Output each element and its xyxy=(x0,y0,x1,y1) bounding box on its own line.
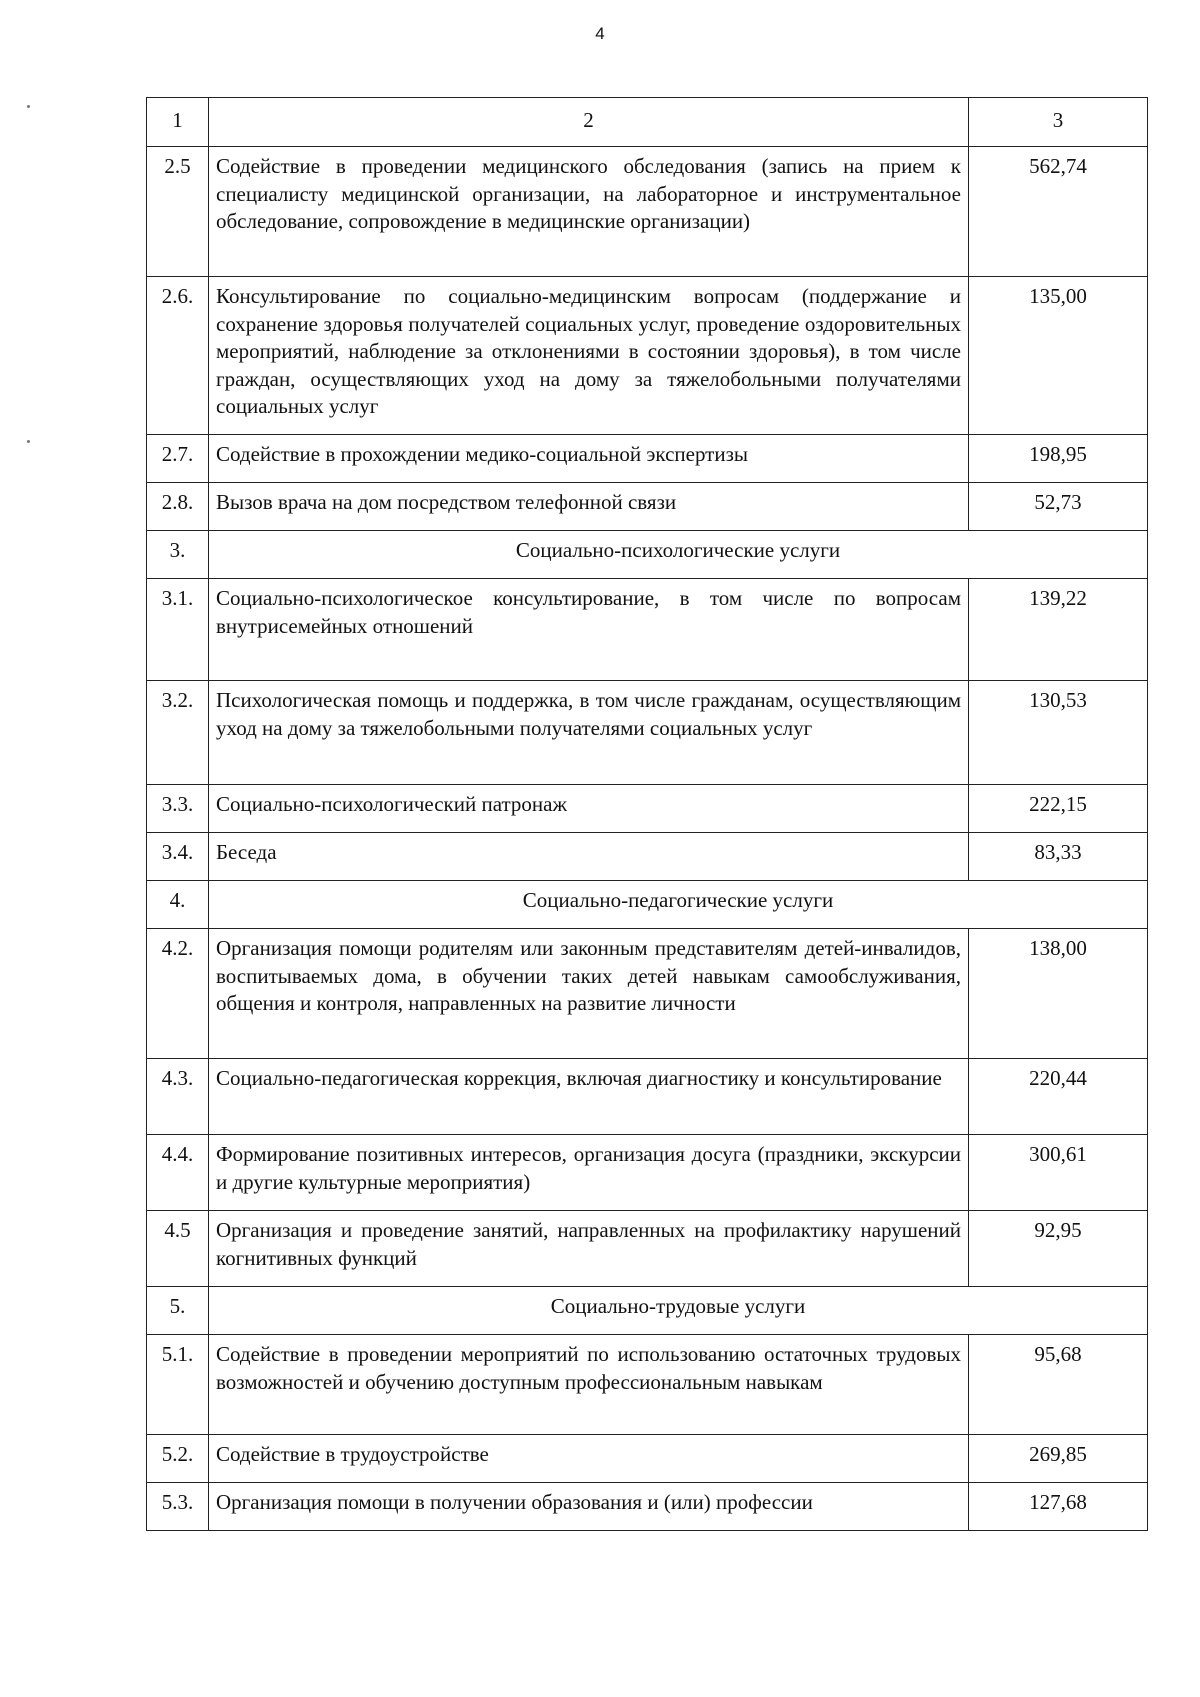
page-number: 4 xyxy=(595,24,605,43)
row-number: 3.3. xyxy=(147,785,209,833)
service-price: 300,61 xyxy=(969,1135,1148,1211)
service-name: Содействие в трудоустройстве xyxy=(209,1435,969,1483)
row-number: 2.7. xyxy=(147,435,209,483)
service-row xyxy=(147,579,1148,681)
row-number: 5.1. xyxy=(147,1335,209,1435)
service-row xyxy=(147,435,1148,483)
service-price: 220,44 xyxy=(969,1059,1148,1135)
service-row xyxy=(147,1483,1148,1531)
service-name: Содействие в проведении медицинского обследования (запись на прием к специалисту медицинской организации, на лабораторное и инструментальное обследование, сопровождение в медицинские организации) xyxy=(209,147,969,277)
service-price: 92,95 xyxy=(969,1211,1148,1287)
services-price-table xyxy=(146,97,1148,1531)
section-header-row xyxy=(147,1287,1148,1335)
section-title: Социально-педагогические услуги xyxy=(209,881,1148,929)
row-number: 5.2. xyxy=(147,1435,209,1483)
table-header-row xyxy=(147,98,1148,147)
service-row xyxy=(147,833,1148,881)
service-price: 83,33 xyxy=(969,833,1148,881)
scan-speck xyxy=(27,440,30,443)
service-price: 139,22 xyxy=(969,579,1148,681)
row-number: 2.5 xyxy=(147,147,209,277)
service-name: Организация помощи в получении образования и (или) профессии xyxy=(209,1483,969,1531)
service-name: Формирование позитивных интересов, организация досуга (праздники, экскурсии и другие культурные мероприятия) xyxy=(209,1135,969,1211)
service-name: Социально-психологическое консультирование, в том числе по вопросам внутрисемейных отношений xyxy=(209,579,969,681)
row-number: 4. xyxy=(147,881,209,929)
service-price: 222,15 xyxy=(969,785,1148,833)
service-row xyxy=(147,1211,1148,1287)
service-row xyxy=(147,929,1148,1059)
service-price: 198,95 xyxy=(969,435,1148,483)
row-number: 4.2. xyxy=(147,929,209,1059)
row-number: 4.5 xyxy=(147,1211,209,1287)
service-row xyxy=(147,1335,1148,1435)
scan-speck xyxy=(27,105,30,108)
column-header-price: 3 xyxy=(969,98,1148,147)
row-number: 2.8. xyxy=(147,483,209,531)
service-row xyxy=(147,1435,1148,1483)
service-row xyxy=(147,1059,1148,1135)
table-body xyxy=(147,98,1148,1531)
service-name: Организация и проведение занятий, направленных на профилактику нарушений когнитивных функций xyxy=(209,1211,969,1287)
service-price: 130,53 xyxy=(969,681,1148,785)
service-name: Содействие в прохождении медико-социальной экспертизы xyxy=(209,435,969,483)
row-number: 3.2. xyxy=(147,681,209,785)
service-row xyxy=(147,483,1148,531)
service-price: 269,85 xyxy=(969,1435,1148,1483)
row-number: 3.1. xyxy=(147,579,209,681)
service-row xyxy=(147,1135,1148,1211)
row-number: 4.3. xyxy=(147,1059,209,1135)
row-number: 5.3. xyxy=(147,1483,209,1531)
row-number: 3. xyxy=(147,531,209,579)
service-name: Консультирование по социально-медицинским вопросам (поддержание и сохранение здоровья получателей социальных услуг, проведение оздоровительных мероприятий, наблюдение за отклонениями в состоянии здоровья), в том числе граждан, осуществляющих уход на дому за тяжелобольными получателями социальных услуг xyxy=(209,277,969,435)
service-row xyxy=(147,785,1148,833)
service-name: Психологическая помощь и поддержка, в том числе гражданам, осуществляющим уход на дому за тяжелобольными получателями социальных услуг xyxy=(209,681,969,785)
column-header-service: 2 xyxy=(209,98,969,147)
section-header-row xyxy=(147,881,1148,929)
row-number: 3.4. xyxy=(147,833,209,881)
service-row xyxy=(147,147,1148,277)
service-name: Организация помощи родителям или законным представителям детей-инвалидов, воспитываемых дома, в обучении таких детей навыкам самообслуживания, общения и контроля, направленных на развитие личности xyxy=(209,929,969,1059)
service-price: 52,73 xyxy=(969,483,1148,531)
service-name: Социально-педагогическая коррекция, включая диагностику и консультирование xyxy=(209,1059,969,1135)
service-name: Социально-психологический патронаж xyxy=(209,785,969,833)
service-name: Беседа xyxy=(209,833,969,881)
service-price: 95,68 xyxy=(969,1335,1148,1435)
section-title: Социально-психологические услуги xyxy=(209,531,1148,579)
service-price: 127,68 xyxy=(969,1483,1148,1531)
row-number: 5. xyxy=(147,1287,209,1335)
row-number: 4.4. xyxy=(147,1135,209,1211)
service-name: Вызов врача на дом посредством телефонной связи xyxy=(209,483,969,531)
section-title: Социально-трудовые услуги xyxy=(209,1287,1148,1335)
service-price: 562,74 xyxy=(969,147,1148,277)
service-price: 138,00 xyxy=(969,929,1148,1059)
row-number: 2.6. xyxy=(147,277,209,435)
service-row xyxy=(147,681,1148,785)
service-price: 135,00 xyxy=(969,277,1148,435)
column-header-number: 1 xyxy=(147,98,209,147)
service-row xyxy=(147,277,1148,435)
section-header-row xyxy=(147,531,1148,579)
service-name: Содействие в проведении мероприятий по использованию остаточных трудовых возможностей и обучению доступным профессиональным навыкам xyxy=(209,1335,969,1435)
